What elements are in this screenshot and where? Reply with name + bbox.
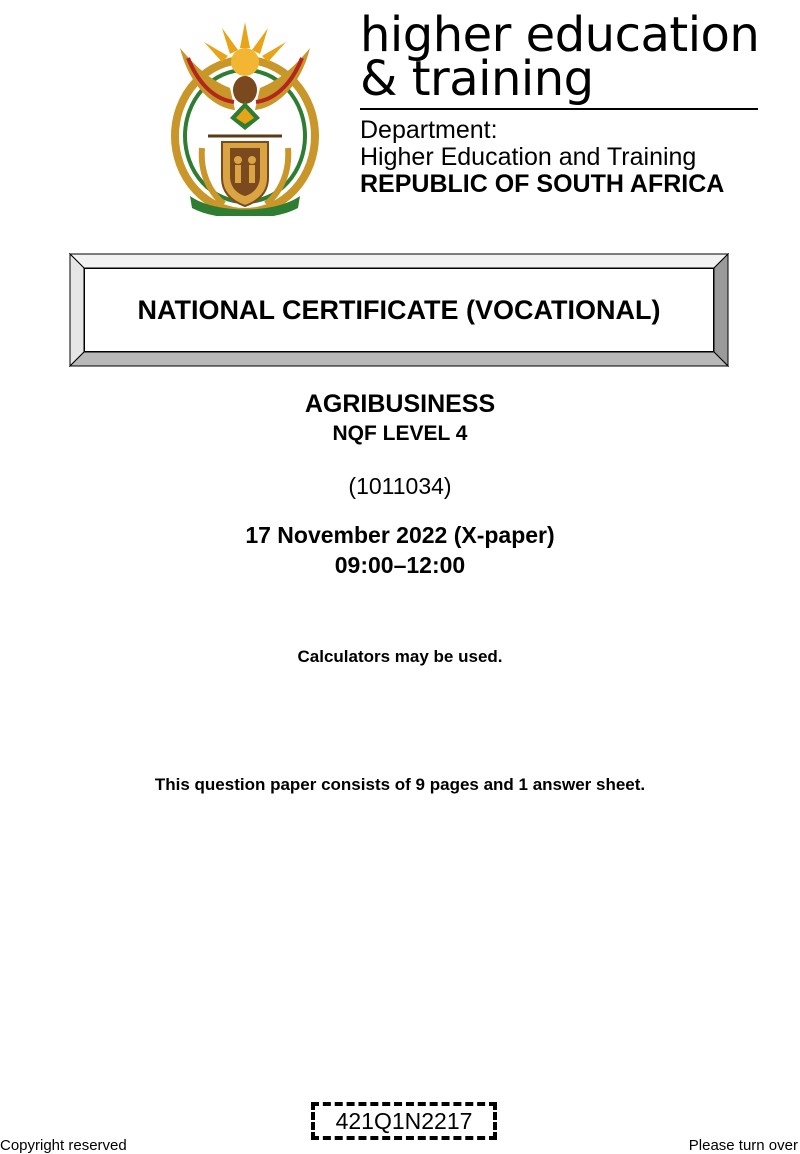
pages-note: This question paper consists of 9 pages and 1 answer sheet. [154, 775, 646, 794]
turn-over-notice: Please turn over [688, 1137, 798, 1154]
certificate-title: NATIONAL CERTIFICATE (VOCATIONAL) [137, 294, 661, 325]
exam-date: 17 November 2022 (X-paper) [245, 522, 555, 548]
brand-title-line2: & training [360, 51, 594, 107]
exam-time: 09:00–12:00 [334, 552, 466, 578]
department-label: Department: [360, 116, 498, 144]
calculator-note: Calculators may be used. [297, 647, 503, 666]
paper-code: 421Q1N2217 [335, 1107, 473, 1134]
country-name: REPUBLIC OF SOUTH AFRICA [360, 170, 725, 198]
subject-code: (1011034) [348, 473, 452, 499]
subject-title: AGRIBUSINESS [304, 390, 496, 418]
nqf-level: NQF LEVEL 4 [332, 422, 468, 445]
copyright-notice: Copyright reserved [0, 1137, 127, 1154]
paper-code-box [311, 1102, 497, 1140]
certificate-title-box [84, 268, 714, 352]
brand-title-line1: higher education [360, 7, 760, 63]
department-name: Higher Education and Training [360, 143, 697, 171]
